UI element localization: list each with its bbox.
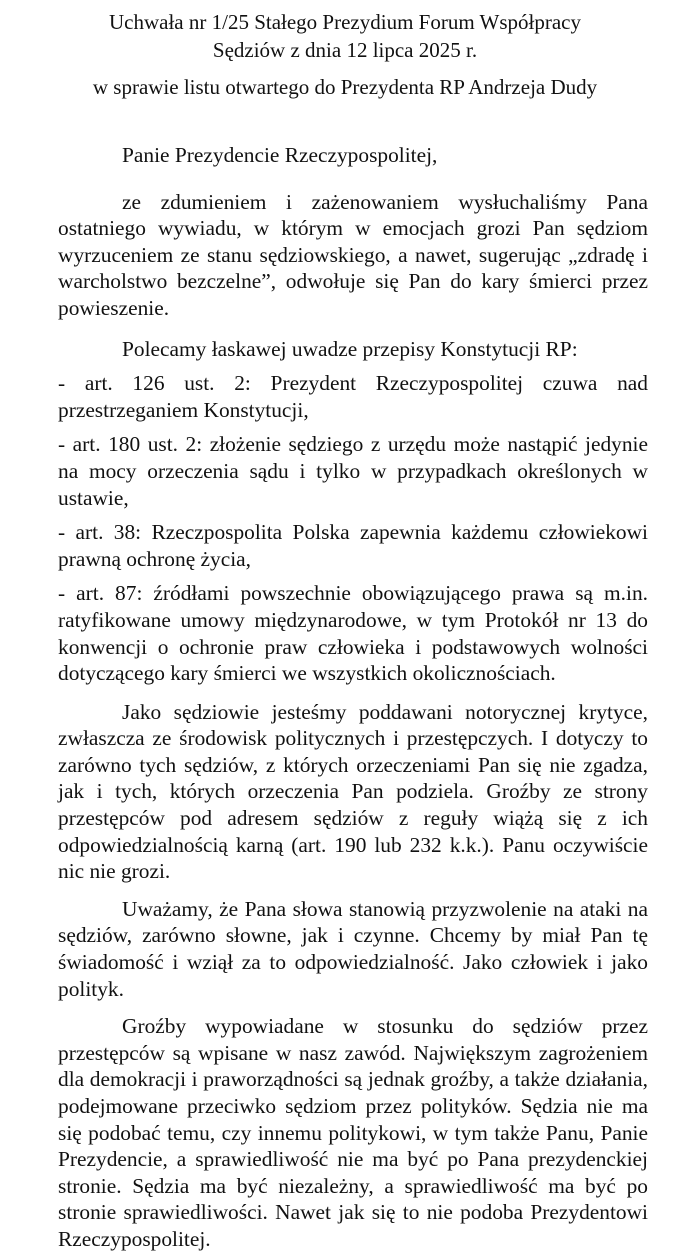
salutation: Panie Prezydencie Rzeczypospolitej, <box>122 143 438 167</box>
paragraph-threats: Groźby wypowiadane w stosunku do sędziów przez przestępców są wpisane w nasz zawód. Największym zagrożeniem dla demokracji i praworządności są jednak groźby, a także działania, podejmowane przeciwko sędziom przez polityków. Sędzia nie ma się podobać temu, czy innemu politykowi, w tym także Panu, Panie Prezydencie, a sprawiedliwość nie ma być po Pana prezydenckiej stronie. Sędzia ma być niezależny, a sprawiedliwość ma być po stronie sprawiedliwości. Nawet jak się to nie podoba Prezydentowi Rzeczypospolitej. <box>58 1014 648 1251</box>
paragraph-opening: ze zdumieniem i zażenowaniem wysłuchaliśmy Pana ostatniego wywiadu, w którym w emocjach grozi Pan sędziom wyrzuceniem ze stanu sędziowskiego, a nawet, sugerując „zdradę i warcholstwo bezczelne”, odwołuje się Pan do kary śmierci przez powieszenie. <box>58 189 648 320</box>
letter-body <box>58 142 648 1253</box>
article-item: - art. 38: Rzeczpospolita Polska zapewnia każdemu człowiekowi prawną ochronę życia, <box>58 520 648 571</box>
constitution-list-intro: Polecamy łaskawej uwadze przepisy Konstytucji RP: <box>122 336 578 361</box>
resolution-subject: w sprawie listu otwartego do Prezydenta RP Andrzeja Dudy <box>92 75 598 99</box>
article-item: - art. 180 ust. 2: złożenie sędziego z urzędu może nastąpić jedynie na mocy orzeczenia sądu i tylko w przypadkach określonych w ustawie, <box>58 432 648 510</box>
paragraph-consent: Uważamy, że Pana słowa stanowią przyzwolenie na ataki na sędziów, zarówno słowne, jak i czynne. Chcemy by miał Pan tę świadomość i wziął za to odpowiedzialność. Jako człowiek i jako polityk. <box>58 896 648 1001</box>
document-header <box>34 8 656 101</box>
article-item: - art. 126 ust. 2: Prezydent Rzeczypospolitej czuwa nad przestrzeganiem Konstytucji, <box>58 371 648 422</box>
resolution-title-line-1: Uchwała nr 1/25 Stałego Prezydium Forum Współpracy <box>108 10 582 34</box>
paragraph-criticism: Jako sędziowie jesteśmy poddawani notorycznej krytyce, zwłaszcza ze środowisk politycznych i przestępczych. I dotyczy to zarówno tych sędziów, z których orzeczeniami Pan się nie zgadza, jak i tych, których orzeczenia Pan podziela. Groźby ze strony przestępców pod adresem sędziów z reguły wiążą się z ich odpowiedzialnością karną (art. 190 lub 232 k.k.). Panu oczywiście nic nie grozi. <box>58 699 648 884</box>
article-item: - art. 87: źródłami powszechnie obowiązującego prawa są m.in. ratyfikowane umowy międzynarodowe, w tym Protokół nr 13 do konwencji o ochronie praw człowieka i podstawowych wolności dotyczącego kary śmierci we wszystkich okolicznościach. <box>58 581 648 686</box>
resolution-title-line-2: Sędziów z dnia 12 lipca 2025 r. <box>212 38 478 62</box>
